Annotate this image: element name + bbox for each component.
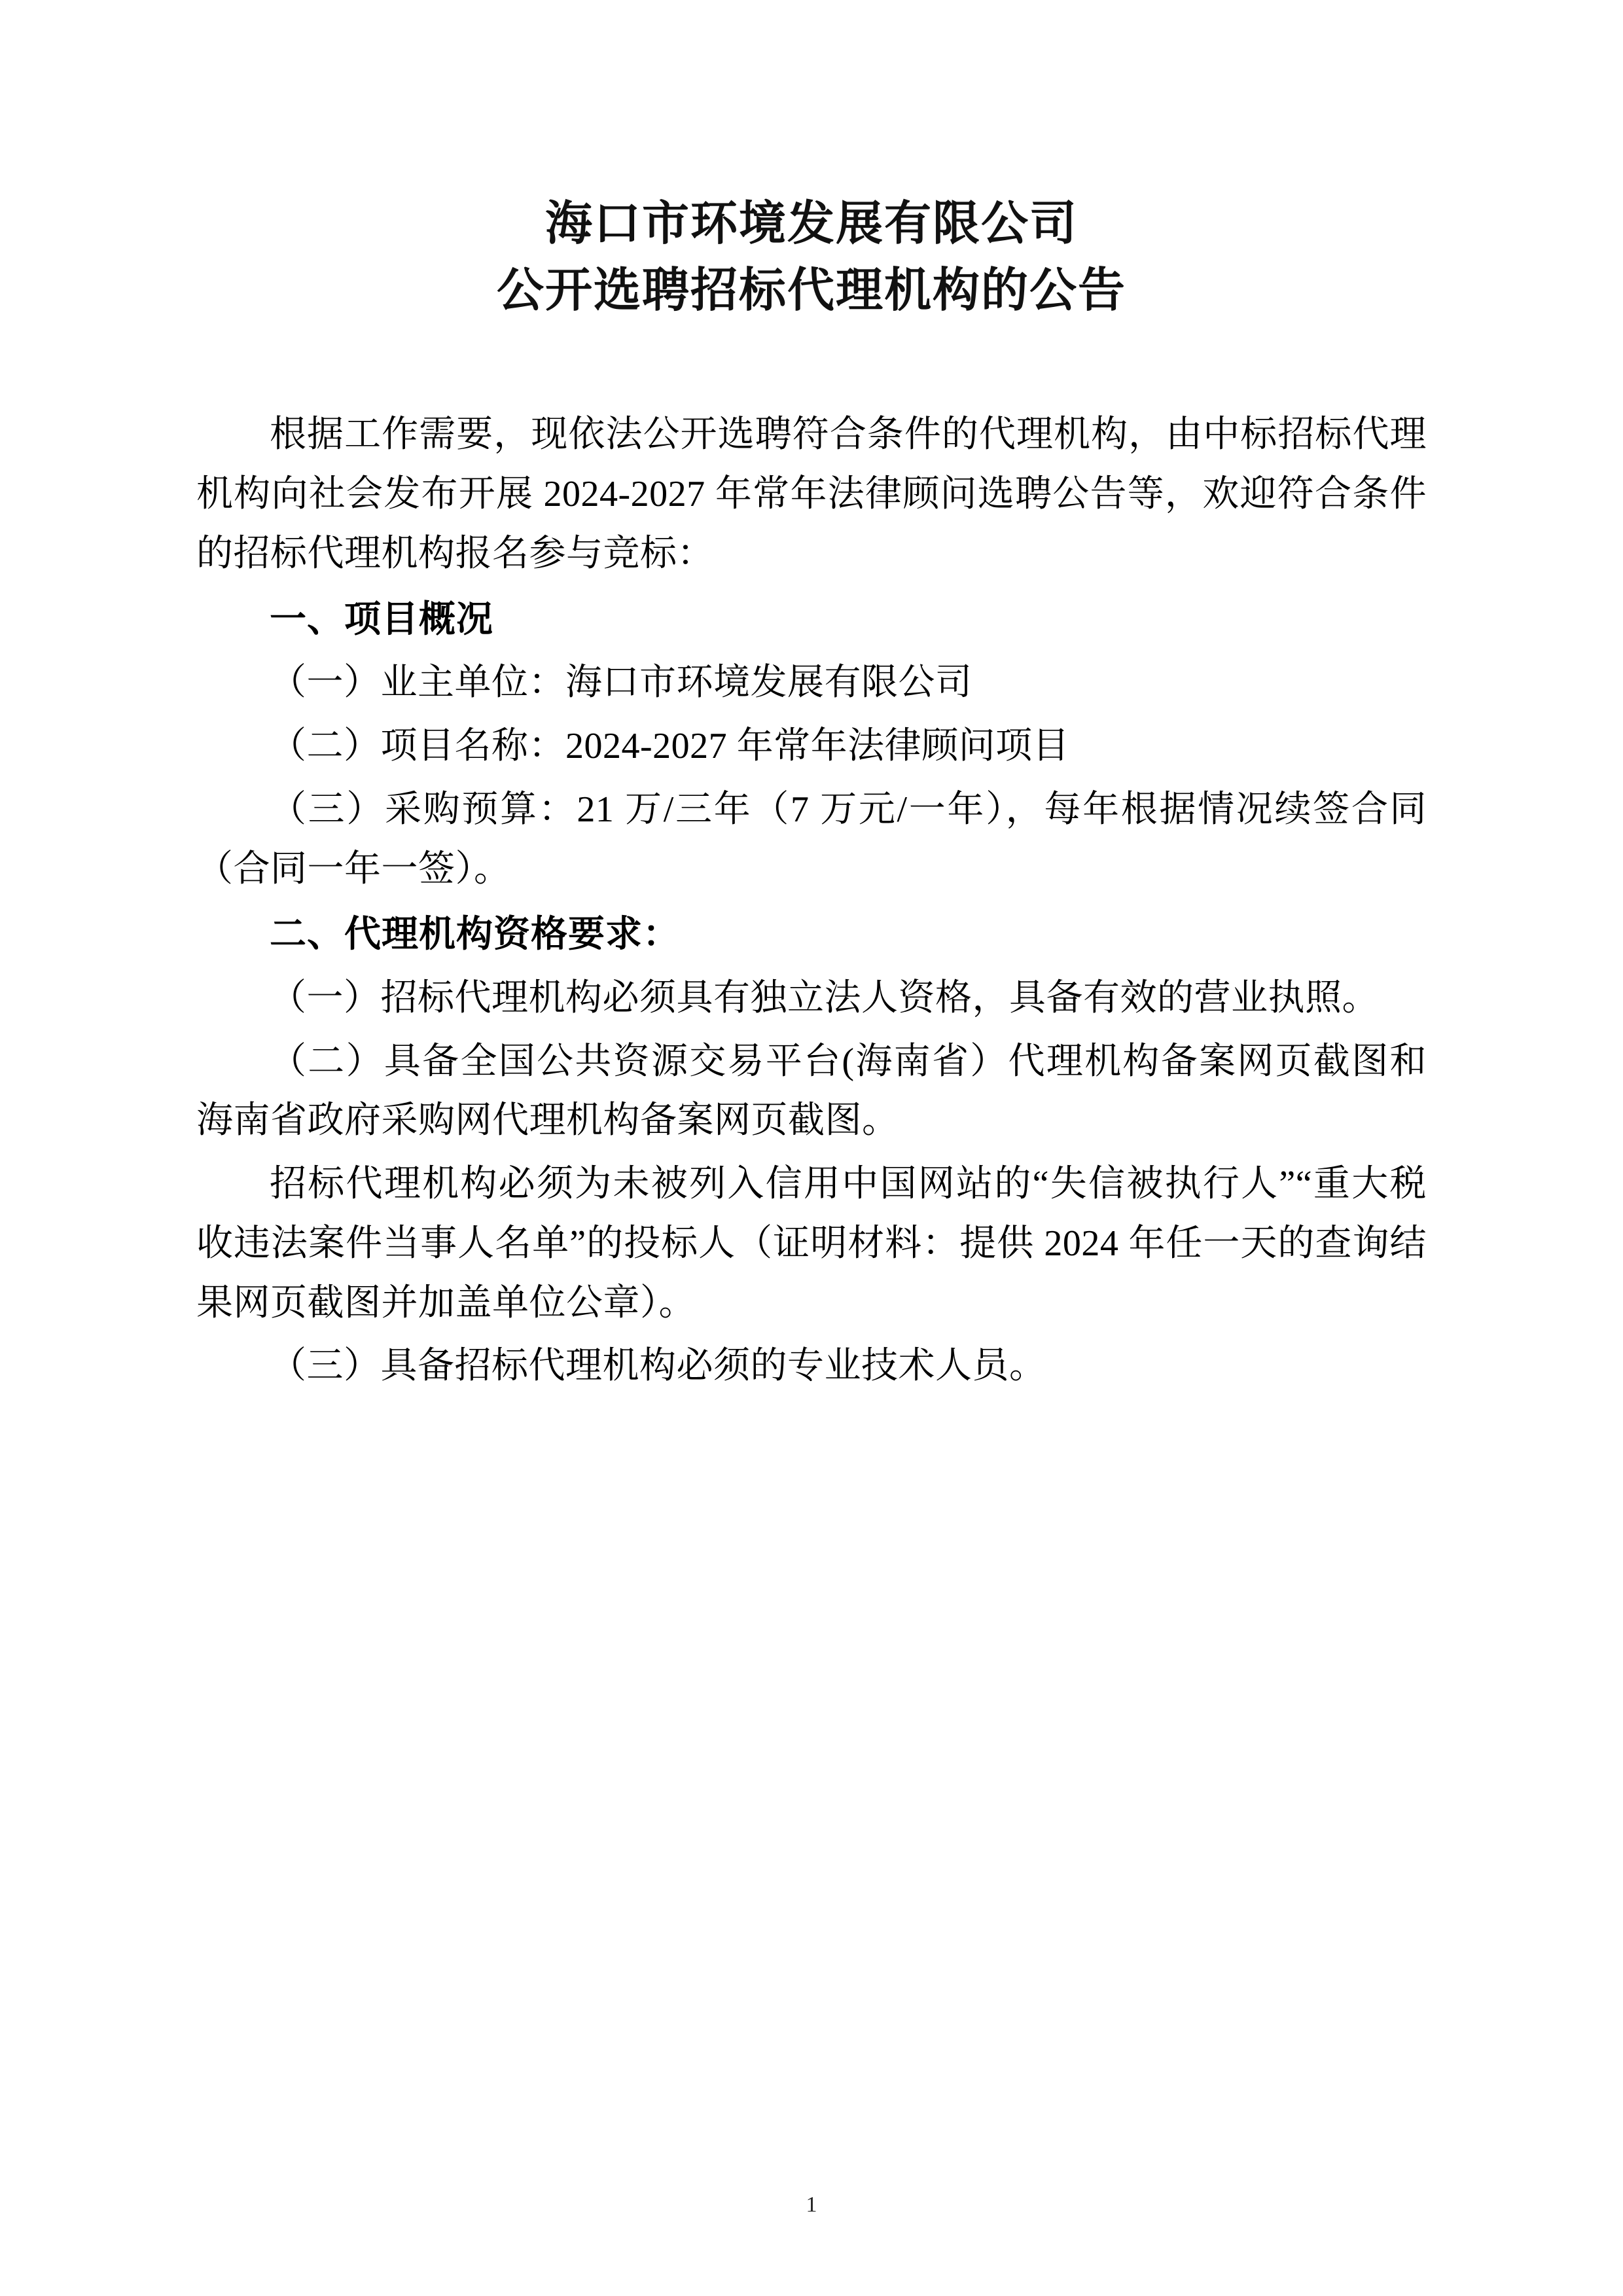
page-number: 1 bbox=[806, 2193, 817, 2217]
page-title-line-2: 公开选聘招标代理机构的公告 bbox=[496, 262, 1126, 318]
section-1-paragraph-3: （三）采购预算：21 万/三年（7 万元/一年），每年根据情况续签合同（合同一年一签）。 bbox=[196, 789, 1427, 889]
section-2-paragraph-4: （三）具备招标代理机构必须的专业技术人员。 bbox=[270, 1346, 1046, 1387]
section-1-paragraph-2: （二）项目名称：2024-2027 年常年法律顾问项目 bbox=[270, 726, 1070, 767]
section-heading-2: 二、代理机构资格要求： bbox=[270, 913, 680, 956]
section-2-paragraph-3: 招标代理机构必须为未被列入信用中国网站的“失信被执行人”“重大税收违法案件当事人名单”的投标人（证明材料：提供 2024 年任一天的查询结果网页截图并加盖单位公章）。 bbox=[196, 1164, 1427, 1323]
section-1-paragraph-1: （一）业主单位：海口市环境发展有限公司 bbox=[270, 662, 972, 704]
section-2-paragraph-2: （二）具备全国公共资源交易平台(海南省）代理机构备案网页截图和海南省政府采购网代理机构备案网页截图。 bbox=[196, 1041, 1427, 1141]
section-2-paragraph-1: （一）招标代理机构必须具有独立法人资格，具备有效的营业执照。 bbox=[270, 977, 1379, 1018]
page-title-line-1: 海口市环境发展有限公司 bbox=[544, 196, 1078, 251]
intro-paragraph: 根据工作需要，现依法公开选聘符合条件的代理机构，由中标招标代理机构向社会发布开展 2024-2027 年常年法律顾问选聘公告等，欢迎符合条件的招标代理机构报名参与竞标： bbox=[196, 414, 1427, 574]
section-heading-1: 一、项目概况 bbox=[270, 598, 493, 641]
document-body bbox=[196, 405, 1427, 1396]
page-title bbox=[196, 190, 1427, 323]
